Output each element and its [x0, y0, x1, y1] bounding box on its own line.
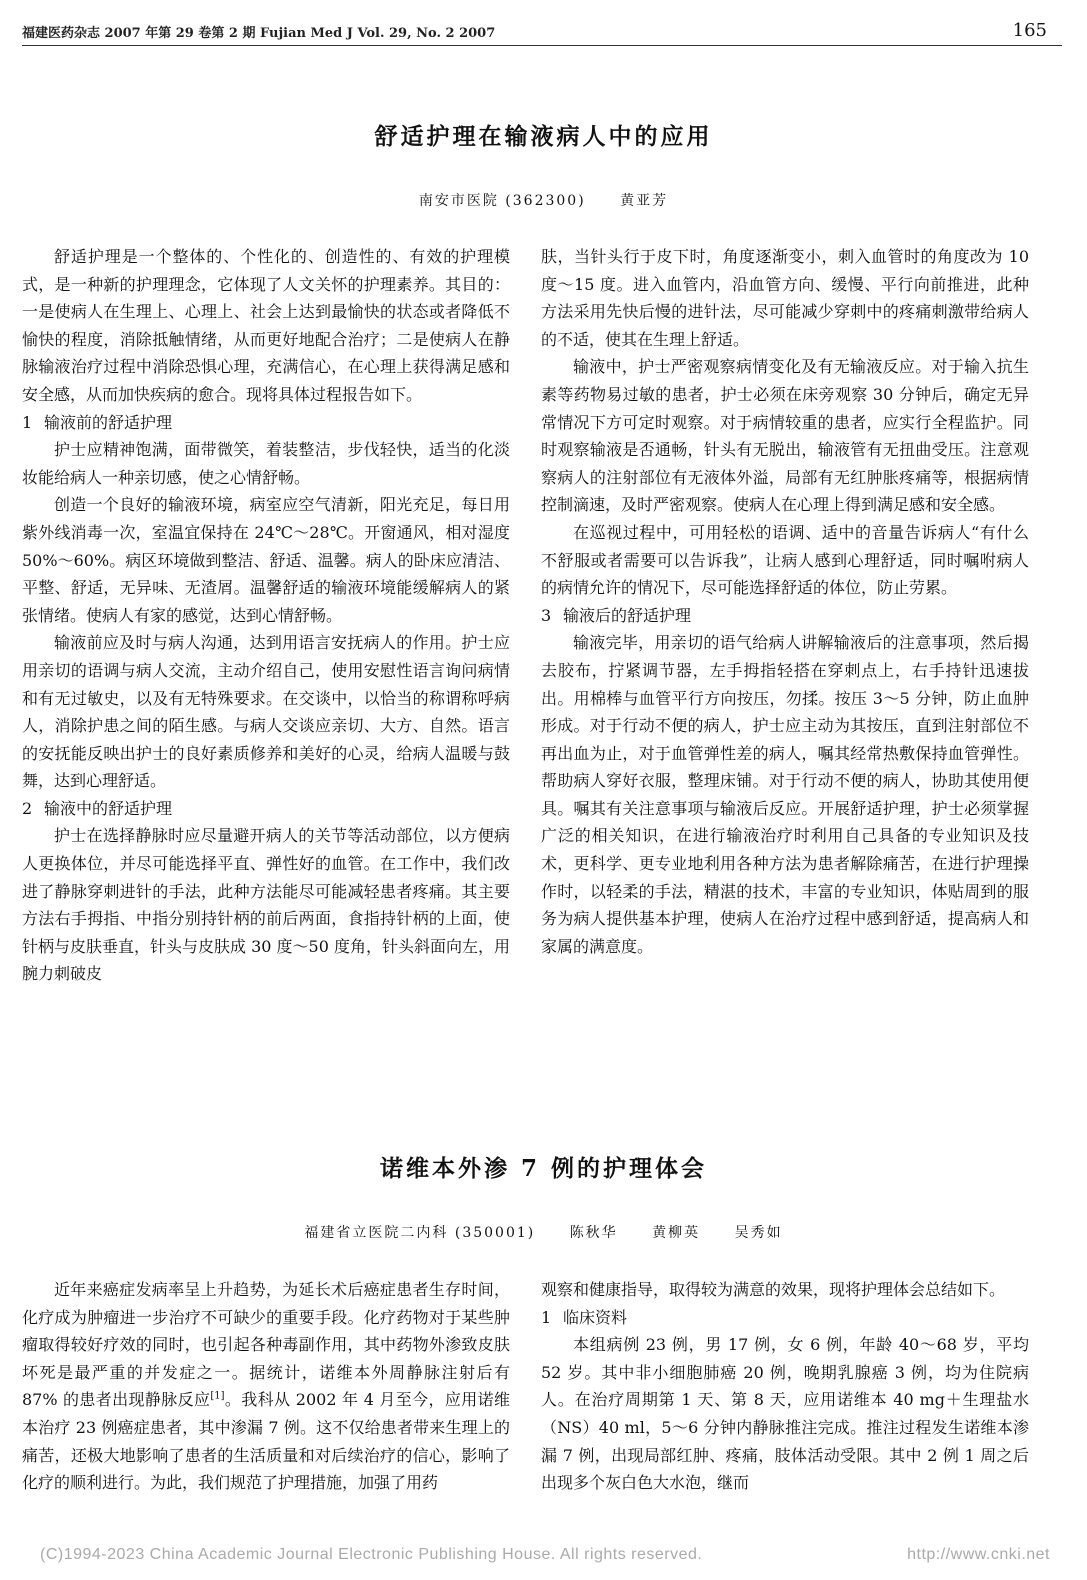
section-number: 2	[22, 798, 33, 818]
article1-affiliation: 南安市医院 (362300)	[418, 193, 586, 209]
article2-paragraph: 观察和健康指导，取得较为满意的效果，现将护理体会总结如下。	[541, 1280, 1006, 1299]
section-title: 输液中的舒适护理	[44, 798, 173, 818]
article1-paragraph: 在巡视过程中，可用轻松的语调、适中的音量告诉病人“有什么不舒服或者需要可以告诉我”，让病人感到心理舒适，同时嘱咐病人的病情允许的情况下，尽可能选择舒适的体位，防止劳累。	[541, 522, 1029, 598]
section-title: 临床资料	[563, 1307, 628, 1327]
section-title: 输液后的舒适护理	[563, 605, 692, 625]
article2-intro-part2: 。我科从 2002 年 4 月至今，应用诺维本治疗 23 例癌症患者，其中渗漏 7 例。这不仅给患者带来生理上的痛苦，还极大地影响了患者的生活质量和对后续治疗的信心，影响了化疗的顺利进行。为此，我们规范了护理措施，加强了用药	[22, 1390, 510, 1493]
article2-affiliation: 福建省立医院二内科 (350001)	[304, 1225, 536, 1241]
article1-paragraph: 肤，当针头行于皮下时，角度逐渐变小，刺入血管时的角度改为 10 度～15 度。进入血管内，沿血管方向、缓慢、平行向前推进，此种方法采用先快后慢的进针法，尽可能减少穿刺中的疼痛刺激带给病人的不适，使其在生理上舒适。	[541, 247, 1029, 349]
article2-intro-part1: 近年来癌症发病率呈上升趋势，为延长术后癌症患者生存时间，化疗成为肿瘤进一步治疗不可缺少的重要手段。化疗药物对于某些肿瘤取得较好疗效的同时，也引起各种毒副作用，其中药物外渗致皮肤坏死是最严重的并发症之一。据统计，诺维本外周静脉注射后有 87% 的患者出现静脉反应	[22, 1280, 510, 1410]
article2-left-column	[22, 1276, 510, 1534]
article1-paragraph: 输液前应及时与病人沟通，达到用语言安抚病人的作用。护士应用亲切的语调与病人交流，主动介绍自己，使用安慰性语言询问病情和有无过敏史，以及有无特殊要求。在交谈中，以恰当的称谓称呼病人，消除护患之间的陌生感。与病人交谈应亲切、大方、自然。语言的安抚能反映出护士的良好素质修养和美好的心灵，给病人温暖与鼓舞，达到心理舒适。	[22, 633, 510, 791]
copyright-notice: (C)1994-2023 China Academic Journal Electronic Publishing House. All rights reserved.	[40, 1546, 703, 1563]
article2-author-1: 陈秋华	[569, 1225, 618, 1241]
article2-author-3: 吴秀如	[734, 1225, 783, 1241]
footer-url: http://www.cnki.net	[907, 1546, 1050, 1563]
article1-section-heading	[22, 795, 510, 823]
section-number: 1	[541, 1307, 552, 1327]
article2-author-2: 黄柳英	[652, 1225, 701, 1241]
article1-byline	[0, 190, 1087, 210]
article1-title: 舒适护理在输液病人中的应用	[374, 123, 713, 150]
section-number: 1	[22, 412, 33, 432]
article1-section-heading	[22, 409, 510, 437]
article1-paragraph: 护士应精神饱满，面带微笑，着装整洁，步伐轻快，适当的化淡妆能给病人一种亲切感，使之心情舒畅。	[22, 440, 510, 487]
article2-right-column	[541, 1276, 1029, 1534]
article2-intro-paragraph	[22, 1276, 510, 1497]
article1-right-column	[541, 243, 1029, 960]
page-number: 165	[1012, 20, 1047, 41]
section-number: 3	[541, 605, 552, 625]
article2-title: 诺维本外渗 7 例的护理体会	[379, 1155, 708, 1182]
article2-section-heading	[541, 1304, 1029, 1332]
reference-mark: [1]	[210, 1391, 225, 1403]
article1-paragraph: 舒适护理是一个整体的、个性化的、创造性的、有效的护理模式，是一种新的护理理念，它体现了人文关怀的护理素养。其目的：一是使病人在生理上、心理上、社会上达到最愉快的状态或者降低不愉快的程度，消除抵触情绪，从而更好地配合治疗；二是使病人在静脉输液治疗过程中消除恐惧心理，充满信心，在心理上获得满足感和安全感，从而加快疾病的愈合。现将具体过程报告如下。	[22, 247, 510, 404]
article1-author: 黄亚芳	[620, 193, 669, 209]
article1-paragraph: 创造一个良好的输液环境，病室应空气清新，阳光充足，每日用紫外线消毒一次，室温宜保持在 24℃～28℃。开窗通风，相对湿度 50%～60%。病区环境做到整洁、舒适、温馨。病人的卧床应清洁、平整、舒适，无异味、无渣屑。温馨舒适的输液环境能缓解病人的紧张情绪。使病人有家的感觉，达到心情舒畅。	[22, 495, 510, 625]
running-head: 福建医药杂志 2007 年第 29 卷第 2 期 Fujian Med J Vol. 29, No. 2 2007	[22, 22, 1062, 46]
article1-paragraph: 输液中，护士严密观察病情变化及有无输液反应。对于输入抗生素等药物易过敏的患者，护士必须在床旁观察 30 分钟后，确定无异常情况下方可定时观察。对于病情较重的患者，应实行全程监护。同时观察输液是否通畅，针头有无脱出，输液管有无扭曲受压。注意观察病人的注射部位有无液体外溢，局部有无红肿胀疼痛等，根据病情控制滴速，及时严密观察。使病人在心理上得到满足感和安全感。	[541, 357, 1029, 515]
article2-byline	[0, 1222, 1087, 1242]
footer	[40, 1546, 1050, 1564]
article1-left-column	[22, 243, 510, 988]
section-title: 输液前的舒适护理	[44, 412, 173, 432]
article1-paragraph: 输液完毕，用亲切的语气给病人讲解输液后的注意事项，然后揭去胶布，拧紧调节器，左手拇指轻搭在穿刺点上，右手持针迅速拔出。用棉棒与血管平行方向按压，勿揉。按压 3～5 分钟，防止血肿形成。对于行动不便的病人，护士应主动为其按压，直到注射部位不再出血为止，对于血管弹性差的病人，嘱其经常热敷保持血管弹性。帮助病人穿好衣服，整理床铺。对于行动不便的病人，协助其使用便具。嘱其有关注意事项与输液后反应。开展舒适护理，护士必须掌握广泛的相关知识，在进行输液治疗时利用自己具备的专业知识及技术，更科学、更专业地利用各种方法为患者解除痛苦，在进行护理操作时，以轻柔的手法，精湛的技术，丰富的专业知识，体贴周到的服务为病人提供基本护理，使病人在治疗过程中感到舒适，提高病人和家属的满意度。	[541, 633, 1029, 956]
article2-paragraph: 本组病例 23 例，男 17 例，女 6 例，年龄 40～68 岁，平均 52 岁。其中非小细胞肺癌 20 例，晚期乳腺癌 3 例，均为住院病人。在治疗周期第 1 天、第 8 天，应用诺维本 40 mg＋生理盐水（NS）40 ml，5～6 分钟内静脉推注完成。推注过程发生诺维本渗漏 7 例，出现局部红肿、疼痛，肢体活动受限。其中 2 例 1 周之后出现多个灰白色大水泡，继而	[541, 1335, 1029, 1493]
article1-paragraph: 护士在选择静脉时应尽量避开病人的关节等活动部位，以方便病人更换体位，并尽可能选择平直、弹性好的血管。在工作中，我们改进了静脉穿刺进针的手法，此种方法能尽可能减轻患者疼痛。其主要方法右手拇指、中指分别持针柄的前后两面，食指持针柄的上面，使针柄与皮肤垂直，针头与皮肤成 30 度～50 度角，针头斜面向左，用腕力刺破皮	[22, 826, 510, 984]
article1-section-heading	[541, 602, 1029, 630]
